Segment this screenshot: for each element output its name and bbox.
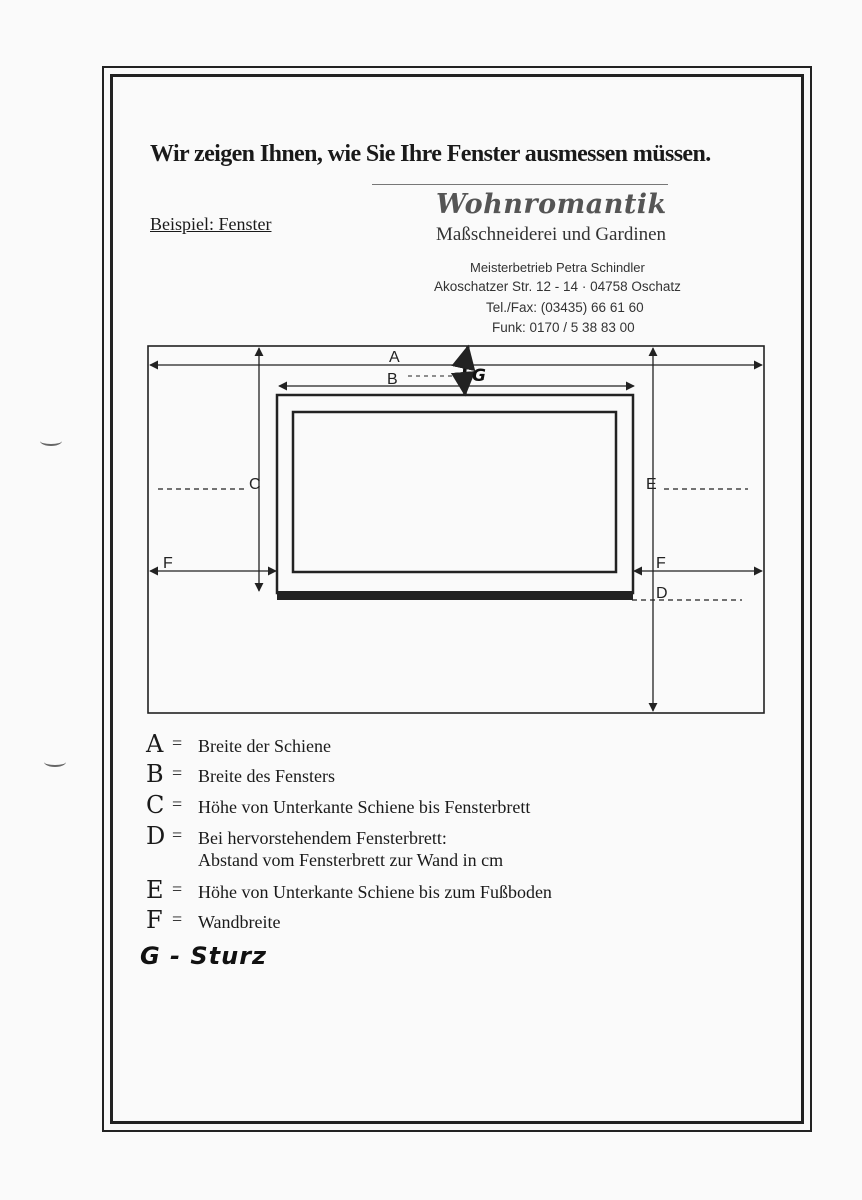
- wall-outline: [148, 346, 764, 713]
- label-d: D: [656, 585, 668, 602]
- legend-letter: D: [146, 822, 166, 850]
- legend-equals: =: [172, 879, 183, 899]
- label-f-left: F: [163, 555, 173, 572]
- legend-text: Höhe von Unterkante Schiene bis Fensterbrett: [198, 797, 531, 817]
- window-sill: [277, 591, 633, 600]
- label-f-right: F: [656, 555, 666, 572]
- legend-text-continued: Abstand vom Fensterbrett zur Wand in cm: [198, 850, 504, 870]
- legend-text: Wandbreite: [198, 912, 281, 932]
- window-frame-inner: [293, 412, 616, 572]
- company-owner: Meisterbetrieb Petra Schindler: [470, 260, 645, 275]
- dimension-g-arrow: [464, 347, 468, 394]
- scan-mark: [44, 757, 66, 767]
- company-phone: Tel./Fax: (03435) 66 61 60: [486, 300, 644, 315]
- company-address: Akoschatzer Str. 12 - 14 · 04758 Oschatz: [434, 279, 681, 294]
- company-logo: Wohnromantik: [436, 189, 667, 220]
- legend-text: Breite des Fensters: [198, 766, 335, 786]
- legend-text: Breite der Schiene: [198, 736, 331, 756]
- label-b: B: [387, 371, 398, 388]
- legend-letter: C: [146, 791, 165, 819]
- legend-letter: F: [146, 906, 163, 934]
- label-e: E: [646, 476, 657, 493]
- legend-letter: E: [146, 876, 164, 904]
- scan-mark: [40, 436, 62, 446]
- company-subtitle: Maßschneiderei und Gardinen: [436, 224, 667, 245]
- legend-text: Höhe von Unterkante Schiene bis zum Fußboden: [198, 882, 552, 902]
- page-title: Wir zeigen Ihnen, wie Sie Ihre Fenster ausmessen müssen.: [150, 141, 711, 167]
- company-mobile: Funk: 0170 / 5 38 83 00: [492, 320, 635, 335]
- legend-equals: =: [172, 909, 183, 929]
- legend-letter: B: [146, 760, 164, 788]
- legend-equals: =: [172, 825, 183, 845]
- handwritten-note: G - Sturz: [140, 942, 268, 970]
- example-label: Beispiel: Fenster: [150, 214, 272, 234]
- label-a: A: [389, 349, 400, 366]
- legend-text: Bei hervorstehendem Fensterbrett:: [198, 828, 447, 848]
- legend-letter: A: [146, 730, 164, 758]
- label-c: C: [249, 476, 261, 493]
- window-frame-outer: [277, 395, 633, 593]
- legend-equals: =: [172, 794, 183, 814]
- legend-equals: =: [172, 763, 183, 783]
- legend-equals: =: [172, 733, 183, 753]
- label-g: G: [472, 366, 486, 386]
